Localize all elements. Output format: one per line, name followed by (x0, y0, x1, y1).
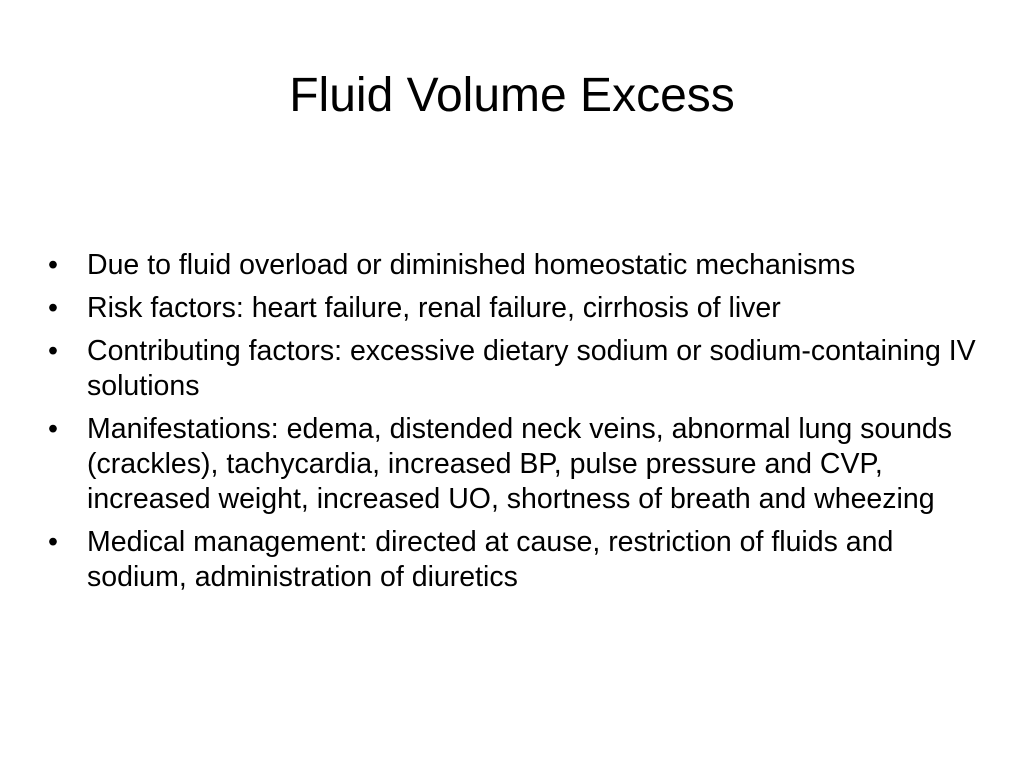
bullet-icon: • (48, 249, 58, 281)
bullet-list (48, 248, 988, 603)
bullet-text: Contributing factors: excessive dietary sodium or sodium-containing IV solutions (87, 335, 976, 402)
slide-title: Fluid Volume Excess (289, 69, 735, 122)
bullet-text: Due to fluid overload or diminished homeostatic mechanisms (87, 249, 856, 281)
bullet-text: Medical management: directed at cause, restriction of fluids and sodium, administration of diuretics (87, 526, 894, 593)
bullet-item-contributing-factors (48, 334, 988, 404)
bullet-item-manifestations (48, 412, 988, 517)
bullet-item-medical-management (48, 525, 988, 595)
bullet-icon: • (48, 413, 58, 445)
bullet-text: Manifestations: edema, distended neck veins, abnormal lung sounds (crackles), tachycardia, increased BP, pulse pressure and CVP, increased weight, increased UO, shortness of breath and wheezing (87, 413, 953, 515)
bullet-icon: • (48, 292, 58, 324)
bullet-item-cause (48, 248, 988, 283)
bullet-icon: • (48, 335, 58, 367)
bullet-icon: • (48, 526, 58, 558)
bullet-item-risk-factors (48, 291, 988, 326)
bullet-text: Risk factors: heart failure, renal failure, cirrhosis of liver (87, 292, 781, 324)
